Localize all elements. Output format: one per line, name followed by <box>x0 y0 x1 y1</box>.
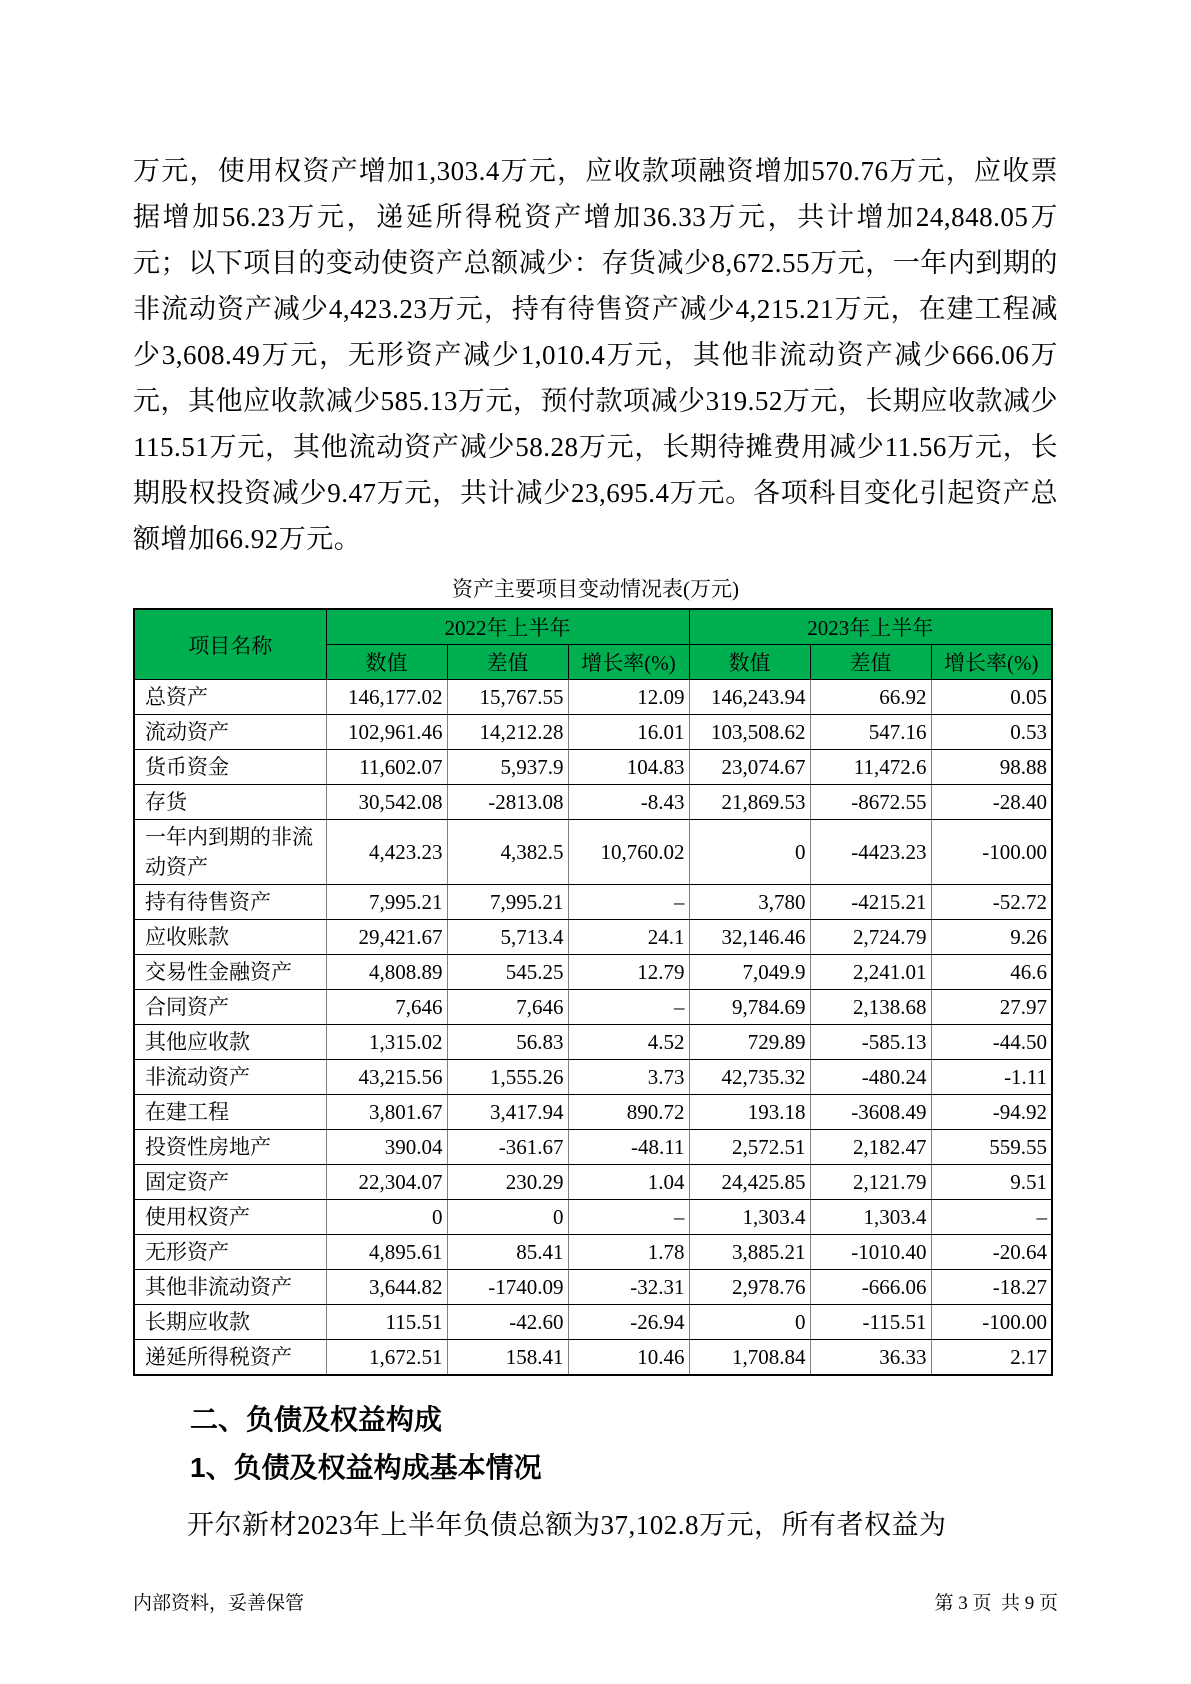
value-cell: -2813.08 <box>447 785 568 820</box>
table-row <box>134 785 1052 820</box>
value-cell: 0 <box>689 1305 810 1340</box>
value-cell: 11,472.6 <box>810 750 931 785</box>
item-name-cell: 存货 <box>134 785 326 820</box>
item-name-cell: 交易性金融资产 <box>134 955 326 990</box>
item-name-cell: 应收账款 <box>134 920 326 955</box>
value-cell: 22,304.07 <box>326 1165 447 1200</box>
value-cell: 46.6 <box>931 955 1052 990</box>
value-cell: 102,961.46 <box>326 715 447 750</box>
subsection-heading: 1、负债及权益构成基本情况 <box>190 1452 542 1483</box>
footer-page-number: 第 3 页 共 9 页 <box>934 1593 1058 1614</box>
table-row <box>134 1165 1052 1200</box>
value-cell: 56.83 <box>447 1025 568 1060</box>
value-cell: 547.16 <box>810 715 931 750</box>
item-name-cell: 总资产 <box>134 680 326 715</box>
value-cell: -26.94 <box>568 1305 689 1340</box>
header-diff-2023: 差值 <box>810 645 931 680</box>
value-cell: 4.52 <box>568 1025 689 1060</box>
value-cell: -8672.55 <box>810 785 931 820</box>
value-cell: 11,602.07 <box>326 750 447 785</box>
table-row <box>134 885 1052 920</box>
table-row <box>134 1305 1052 1340</box>
item-name-cell: 无形资产 <box>134 1235 326 1270</box>
value-cell: -3608.49 <box>810 1095 931 1130</box>
table-row <box>134 990 1052 1025</box>
table-row <box>134 1130 1052 1165</box>
value-cell: 1,555.26 <box>447 1060 568 1095</box>
value-cell: -44.50 <box>931 1025 1052 1060</box>
value-cell: 4,382.5 <box>447 820 568 885</box>
value-cell: -1.11 <box>931 1060 1052 1095</box>
value-cell: – <box>931 1200 1052 1235</box>
value-cell: 15,767.55 <box>447 680 568 715</box>
header-growth-2023: 增长率(%) <box>931 645 1052 680</box>
table-body <box>134 680 1052 1376</box>
value-cell: 36.33 <box>810 1340 931 1376</box>
assets-change-table <box>133 608 1053 1376</box>
item-name-cell: 其他应收款 <box>134 1025 326 1060</box>
section-heading: 二、负债及权益构成 <box>190 1404 443 1435</box>
item-name-cell: 流动资产 <box>134 715 326 750</box>
value-cell: 4,423.23 <box>326 820 447 885</box>
table-row <box>134 920 1052 955</box>
value-cell: 7,995.21 <box>326 885 447 920</box>
value-cell: -52.72 <box>931 885 1052 920</box>
value-cell: 24,425.85 <box>689 1165 810 1200</box>
table-row <box>134 1025 1052 1060</box>
value-cell: 5,713.4 <box>447 920 568 955</box>
value-cell: -100.00 <box>931 820 1052 885</box>
value-cell: 0 <box>689 820 810 885</box>
value-cell: 3.73 <box>568 1060 689 1095</box>
value-cell: 2,241.01 <box>810 955 931 990</box>
value-cell: 1,315.02 <box>326 1025 447 1060</box>
value-cell: 9.51 <box>931 1165 1052 1200</box>
table-title: 资产主要项目变动情况表(万元) <box>452 577 739 601</box>
value-cell: 1.04 <box>568 1165 689 1200</box>
value-cell: 3,780 <box>689 885 810 920</box>
table-row <box>134 1095 1052 1130</box>
value-cell: -42.60 <box>447 1305 568 1340</box>
footer-confidential-note: 内部资料，妥善保管 <box>133 1593 305 1614</box>
value-cell: 7,646 <box>447 990 568 1025</box>
value-cell: -94.92 <box>931 1095 1052 1130</box>
value-cell: 23,074.67 <box>689 750 810 785</box>
value-cell: -4215.21 <box>810 885 931 920</box>
value-cell: 0.05 <box>931 680 1052 715</box>
value-cell: 21,869.53 <box>689 785 810 820</box>
value-cell: 103,508.62 <box>689 715 810 750</box>
value-cell: -115.51 <box>810 1305 931 1340</box>
table-header-group-row <box>134 609 1052 645</box>
value-cell: 29,421.67 <box>326 920 447 955</box>
value-cell: 12.09 <box>568 680 689 715</box>
item-name-cell: 固定资产 <box>134 1165 326 1200</box>
value-cell: 4,895.61 <box>326 1235 447 1270</box>
value-cell: 14,212.28 <box>447 715 568 750</box>
value-cell: 9,784.69 <box>689 990 810 1025</box>
header-group-2022: 2022年上半年 <box>326 609 689 645</box>
table-row <box>134 715 1052 750</box>
value-cell: 0 <box>326 1200 447 1235</box>
value-cell: 0 <box>447 1200 568 1235</box>
item-name-cell: 递延所得税资产 <box>134 1340 326 1376</box>
value-cell: 16.01 <box>568 715 689 750</box>
value-cell: 43,215.56 <box>326 1060 447 1095</box>
value-cell: 890.72 <box>568 1095 689 1130</box>
value-cell: 158.41 <box>447 1340 568 1376</box>
value-cell: 2,121.79 <box>810 1165 931 1200</box>
header-value-2023: 数值 <box>689 645 810 680</box>
value-cell: 12.79 <box>568 955 689 990</box>
value-cell: -28.40 <box>931 785 1052 820</box>
value-cell: 559.55 <box>931 1130 1052 1165</box>
value-cell: 66.92 <box>810 680 931 715</box>
value-cell: 390.04 <box>326 1130 447 1165</box>
item-name-cell: 持有待售资产 <box>134 885 326 920</box>
table-header <box>134 609 1052 680</box>
value-cell: 729.89 <box>689 1025 810 1060</box>
value-cell: 4,808.89 <box>326 955 447 990</box>
value-cell: 7,995.21 <box>447 885 568 920</box>
value-cell: 3,885.21 <box>689 1235 810 1270</box>
value-cell: 545.25 <box>447 955 568 990</box>
table-row <box>134 1200 1052 1235</box>
value-cell: 2,138.68 <box>810 990 931 1025</box>
value-cell: -1010.40 <box>810 1235 931 1270</box>
value-cell: -666.06 <box>810 1270 931 1305</box>
value-cell: 1,303.4 <box>810 1200 931 1235</box>
value-cell: 3,801.67 <box>326 1095 447 1130</box>
value-cell: 10,760.02 <box>568 820 689 885</box>
value-cell: 24.1 <box>568 920 689 955</box>
value-cell: 0.53 <box>931 715 1052 750</box>
value-cell: 7,646 <box>326 990 447 1025</box>
header-value-2022: 数值 <box>326 645 447 680</box>
value-cell: 1.78 <box>568 1235 689 1270</box>
value-cell: 3,417.94 <box>447 1095 568 1130</box>
item-name-cell: 货币资金 <box>134 750 326 785</box>
value-cell: 2,182.47 <box>810 1130 931 1165</box>
value-cell: 146,243.94 <box>689 680 810 715</box>
value-cell: -48.11 <box>568 1130 689 1165</box>
value-cell: 146,177.02 <box>326 680 447 715</box>
value-cell: – <box>568 1200 689 1235</box>
table-row <box>134 750 1052 785</box>
item-name-cell: 投资性房地产 <box>134 1130 326 1165</box>
item-name-cell: 一年内到期的非流动资产 <box>134 820 326 885</box>
value-cell: -18.27 <box>931 1270 1052 1305</box>
item-name-cell: 合同资产 <box>134 990 326 1025</box>
table-row <box>134 820 1052 885</box>
value-cell: -480.24 <box>810 1060 931 1095</box>
value-cell: -361.67 <box>447 1130 568 1165</box>
value-cell: 30,542.08 <box>326 785 447 820</box>
page-footer <box>133 1592 1058 1616</box>
value-cell: 85.41 <box>447 1235 568 1270</box>
value-cell: -100.00 <box>931 1305 1052 1340</box>
value-cell: 2,978.76 <box>689 1270 810 1305</box>
table-row <box>134 1060 1052 1095</box>
header-item-name: 项目名称 <box>134 609 326 680</box>
item-name-cell: 使用权资产 <box>134 1200 326 1235</box>
value-cell: 98.88 <box>931 750 1052 785</box>
value-cell: 1,672.51 <box>326 1340 447 1376</box>
value-cell: – <box>568 885 689 920</box>
value-cell: 42,735.32 <box>689 1060 810 1095</box>
value-cell: 3,644.82 <box>326 1270 447 1305</box>
value-cell: 2,572.51 <box>689 1130 810 1165</box>
value-cell: -8.43 <box>568 785 689 820</box>
table-row <box>134 955 1052 990</box>
value-cell: -4423.23 <box>810 820 931 885</box>
value-cell: -1740.09 <box>447 1270 568 1305</box>
value-cell: 10.46 <box>568 1340 689 1376</box>
header-group-2023: 2023年上半年 <box>689 609 1052 645</box>
value-cell: – <box>568 990 689 1025</box>
table-row <box>134 1235 1052 1270</box>
value-cell: 27.97 <box>931 990 1052 1025</box>
value-cell: 9.26 <box>931 920 1052 955</box>
value-cell: -32.31 <box>568 1270 689 1305</box>
item-name-cell: 其他非流动资产 <box>134 1270 326 1305</box>
table-row <box>134 1340 1052 1376</box>
table-row <box>134 1270 1052 1305</box>
table-row <box>134 680 1052 715</box>
value-cell: 193.18 <box>689 1095 810 1130</box>
top-paragraph: 万元，使用权资产增加1,303.4万元，应收款项融资增加570.76万元，应收票据增加56.23万元，递延所得税资产增加36.33万元，共计增加24,848.05万元；以下项目的变动使资产总额减少：存货减少8,672.55万元，一年内到期的非流动资产减少4,423.23万元，持有待售资产减少4,215.21万元，在建工程减少3,608.49万元，无形资产减少1,010.4万元，其他非流动资产减少666.06万元，其他应收款减少585.13万元，预付款项减少319.52万元，长期应收款减少115.51万元，其他流动资产减少58.28万元，长期待摊费用减少11.56万元，长期股权投资减少9.47万元，共计减少23,695.4万元。各项科目变化引起资产总额增加66.92万元。 <box>133 156 1058 554</box>
value-cell: 104.83 <box>568 750 689 785</box>
bottom-paragraph: 开尔新材2023年上半年负债总额为37,102.8万元，所有者权益为 <box>187 1510 947 1540</box>
header-diff-2022: 差值 <box>447 645 568 680</box>
value-cell: 230.29 <box>447 1165 568 1200</box>
value-cell: -20.64 <box>931 1235 1052 1270</box>
item-name-cell: 长期应收款 <box>134 1305 326 1340</box>
page-content <box>133 0 1058 1545</box>
value-cell: 2.17 <box>931 1340 1052 1376</box>
item-name-cell: 在建工程 <box>134 1095 326 1130</box>
value-cell: 2,724.79 <box>810 920 931 955</box>
value-cell: 7,049.9 <box>689 955 810 990</box>
value-cell: 1,303.4 <box>689 1200 810 1235</box>
value-cell: 115.51 <box>326 1305 447 1340</box>
value-cell: 32,146.46 <box>689 920 810 955</box>
value-cell: -585.13 <box>810 1025 931 1060</box>
value-cell: 5,937.9 <box>447 750 568 785</box>
value-cell: 1,708.84 <box>689 1340 810 1376</box>
header-growth-2022: 增长率(%) <box>568 645 689 680</box>
item-name-cell: 非流动资产 <box>134 1060 326 1095</box>
